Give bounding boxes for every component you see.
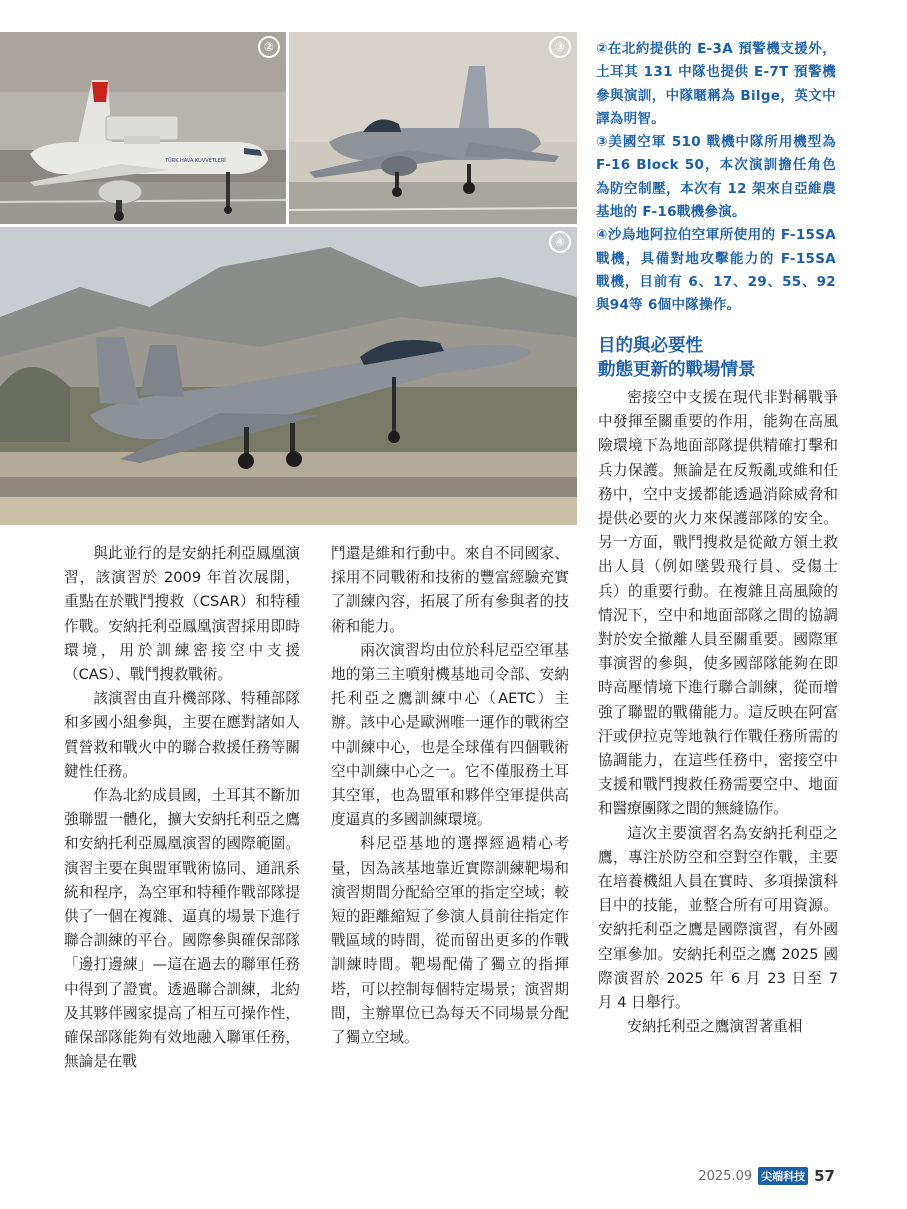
section-heading — [598, 334, 838, 382]
body-column-2 — [331, 542, 569, 1050]
section-heading-line1: 目的與必要性 — [598, 336, 703, 356]
aircraft-livery-text: TÜRK HAVA KUVVETLERİ — [165, 158, 226, 164]
photo-number-2: ② — [258, 36, 280, 58]
paragraph: 作為北約成員國，土耳其不斷加強聯盟一體化，擴大安納托利亞之鷹和安納托利亞鳳凰演習的國際範圍。演習主要在與盟軍戰術協同、通訊系統和程序，為空軍和特種作戰部隊提供了一個在複雜、逼真的場景下進行聯合訓練的平台。國際參與確保部隊「邊打邊練」—這在過去的聯軍任務中得到了證實。透過聯合訓練，北約及其夥伴國家提高了相互可操作性，確保部隊能夠有效地融入聯軍任務，無論是在戰 — [64, 787, 300, 1071]
section-heading-line2: 動態更新的戰場情景 — [598, 360, 756, 380]
paragraph: 與此並行的是安納托利亞鳳凰演習，該演習於 2009 年首次展開，重點在於戰鬥搜救（CSAR）和特種作戰。安納托利亞鳳凰演習採用即時環境，用於訓練密接空中支援（CAS）、戰鬥搜救戰術。 — [64, 545, 300, 684]
photo-number-4: ④ — [549, 231, 571, 253]
paragraph: 安納托利亞之鷹演習著重相 — [627, 1018, 803, 1036]
caption-4: ④沙烏地阿拉伯空軍所使用的 F-15SA 戰機，具備對地攻擊能力的 F-15SA 戰機，目前有 6、17、29、55、92與94等 6個中隊操作。 — [596, 227, 836, 314]
issue-date: 2025.09 — [698, 1168, 753, 1184]
f15sa-illustration — [0, 227, 577, 525]
magazine-logo: 尖端科技 — [758, 1167, 808, 1185]
paragraph: 科尼亞基地的選擇經過精心考量，因為該基地靠近實際訓練靶場和演習期間分配給空軍的指定空域；較短的距離縮短了參演人員前往指定作戰區域的時間，從而留出更多的作戰訓練時間。靶場配備了獨立的指揮塔，可以控制每個特定場景；演習期間，主辦單位已為每天不同場景分配了獨立空域。 — [331, 835, 569, 1047]
paragraph: 該演習由直升機部隊、特種部隊和多國小組參與，主要在應對諸如人質營救和戰火中的聯合救援任務等關鍵性任務。 — [64, 690, 300, 780]
caption-2: ②在北約提供的 E-3A 預警機支援外，土耳其 131 中隊也提供 E-7T 預警機參與演訓，中隊暱稱為 Bilge，英文中譯為明智。 — [596, 41, 836, 127]
paragraph: 兩次演習均由位於科尼亞空軍基地的第三主噴射機基地司令部、安納托利亞之鷹訓練中心（AETC）主辦。該中心是歐洲唯一運作的戰術空中訓練中心，也是全球僅有四個戰術空中訓練中心之一。它不僅服務土耳其空軍，也為盟軍和夥伴空軍提供高度逼真的多國訓練環境。 — [331, 641, 569, 829]
f16-illustration — [289, 32, 577, 224]
photo-f15sa-aircraft — [0, 227, 577, 525]
photo-captions — [596, 38, 836, 318]
page-footer — [698, 1166, 835, 1186]
page-number: 57 — [814, 1167, 835, 1185]
caption-3: ③美國空軍 510 戰機中隊所用機型為 F-16 Block 50，本次演訓擔任角色為防空制壓，本次有 12 架來自亞維農基地的 F-16戰機參演。 — [596, 134, 836, 221]
e7t-illustration — [0, 32, 286, 224]
paragraph: 這次主要演習名為安納托利亞之鷹，專注於防空和空對空作戰，主要在培養機組人員在實時、多項操演科目中的技能，並整合所有可用資源。安納托利亞之鷹是國際演習，有外國空軍參加。安納托利亞之鷹 2025 國際演習於 2025 年 6 月 23 日至 7 月 4 日舉行。 — [598, 824, 838, 1012]
paragraph: 密接空中支援在現代非對稱戰爭中發揮至關重要的作用，能夠在高風險環境下為地面部隊提供精確打擊和兵力保護。無論是在反叛亂或維和任務中，空中支援都能透過消除威脅和提供必要的火力來保護部隊的安全。另一方面，戰鬥搜救是從敵方領土救出人員（例如墜毀飛行員、受傷士兵）的重要行動。在複雜且高風險的情況下，空中和地面部隊之間的協調對於安全撤離人員至關重要。國際軍事演習的參與，使多國部隊能夠在即時高壓情境下進行聯合訓練，從而增強了聯盟的戰備能力。這反映在阿富汗或伊拉克等地執行作戰任務所需的協調能力，在這些任務中，密接空中支援和戰鬥搜救任務需要空中、地面和醫療團隊之間的無縫協作。 — [598, 389, 838, 818]
photo-f16-aircraft — [289, 32, 577, 224]
photo-number-3: ③ — [549, 36, 571, 58]
paragraph-continued: 鬥還是維和行動中。來自不同國家、採用不同戰術和技術的豐富經驗充實了訓練內容，拓展了所有參與者的技術和能力。 — [331, 545, 569, 635]
body-column-1 — [64, 542, 300, 1074]
photo-e7t-aircraft — [0, 32, 286, 224]
body-column-3 — [598, 386, 838, 1039]
